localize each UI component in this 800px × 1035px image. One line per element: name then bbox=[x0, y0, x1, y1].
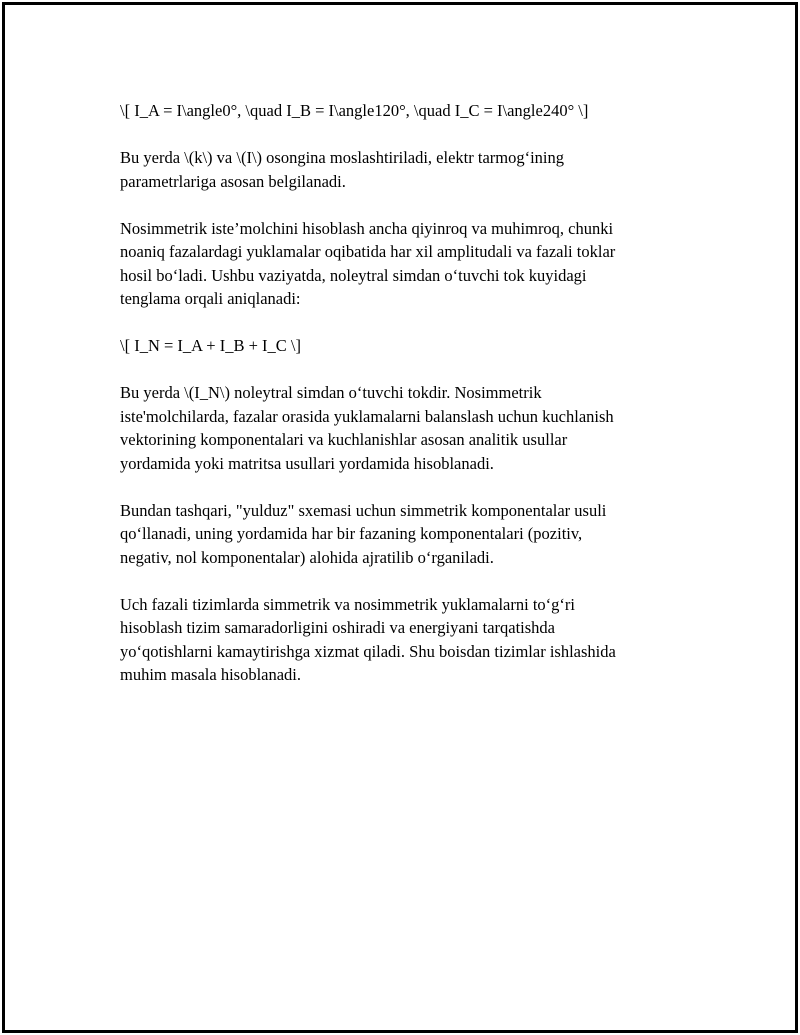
formula-neutral-current: \[ I_N = I_A + I_B + I_C \] bbox=[120, 336, 301, 355]
paragraph-asymmetric-load: Nosimmetrik iste’molchini hisoblash ancha qiyinroq va muhimroq, chunki noaniq fazalardagi yuklamalar oqibatida har xil amplitudali va fazali toklar hosil bo‘ladi. Ushbu vaziyatda, noleytral simdan o‘tuvchi tok kuyidagi tenglama orqali aniqlanadi: bbox=[120, 218, 616, 308]
paragraph-conclusion: Uch fazali tizimlarda simmetrik va nosimmetrik yuklamalarni to‘g‘ri hisoblash tizim samaradorligini oshiradi va energiyani tarqatishda yo‘qotishlarni kamaytirishga xizmat qiladi. Shu boisdan tizimlar ishlashida muhim masala hisoblanadi. bbox=[120, 594, 616, 684]
document-page bbox=[2, 2, 798, 1033]
paragraph-neutral-current: Bu yerda \(I_N\) noleytral simdan o‘tuvchi tokdir. Nosimmetrik iste'molchilarda, fazalar orasida yuklamalarni balanslash uchun kuchlanish vektorining komponentalari va kuchlanishlar asosan analitik usullar yordamida yoki matritsa usullari yordamida hisoblanadi. bbox=[120, 383, 614, 473]
document-body bbox=[120, 99, 680, 710]
paragraph-star-scheme: Bundan tashqari, "yulduz" sxemasi uchun simmetrik komponentalar usuli qo‘llanadi, uning yordamida har bir fazaning komponentalari (pozitiv, negativ, nol komponentalar) alohida ajratilib o‘rganiladi. bbox=[120, 500, 607, 567]
formula-phase-currents: \[ I_A = I\angle0°, \quad I_B = I\angle120°, \quad I_C = I\angle240° \] bbox=[120, 101, 589, 120]
paragraph-parameters: Bu yerda \(k\) va \(I\) osongina moslashtiriladi, elektr tarmog‘ining parametrlariga asosan belgilanadi. bbox=[120, 148, 565, 191]
